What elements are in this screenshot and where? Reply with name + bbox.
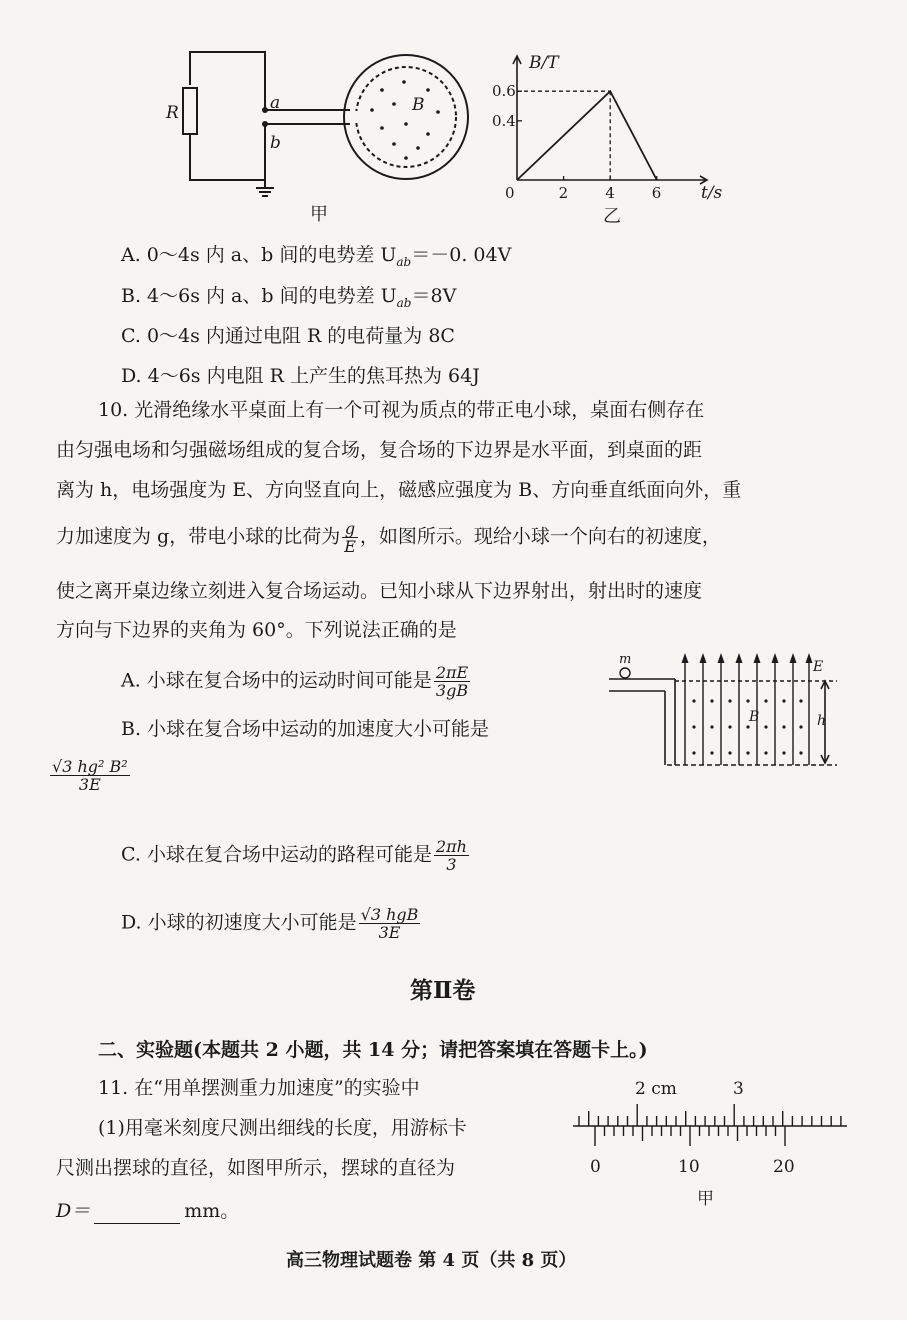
b-field-dot — [710, 725, 713, 728]
circuit-figure — [150, 40, 480, 230]
composite-field-figure — [605, 645, 845, 775]
x-tick-label: 2 — [558, 184, 569, 202]
vernier-label-10: 10 — [678, 1157, 700, 1177]
page-footer: 高三物理试题卷 第 4 页（共 8 页） — [286, 1250, 577, 1271]
q10-option-c: C. 小球在复合场中运动的路程可能是 $\frac{2\pi h}{3}$ — [121, 837, 467, 874]
b-field-dot — [746, 699, 749, 702]
b-field-dot — [799, 725, 802, 728]
y-tick-label: 0.6 — [492, 82, 516, 101]
field-e-label: E — [813, 659, 824, 675]
field-arrow — [736, 653, 743, 663]
b-field-dot — [799, 751, 802, 754]
b-field-dot — [799, 699, 802, 702]
q10-stem-line3: 离为 h，电场强度为 E、方向竖直向上，磁感应强度为 B、方向垂直纸面向外，重 — [56, 479, 742, 501]
main-scale-label-2cm: 2 cm — [635, 1079, 677, 1099]
b-t-line — [517, 91, 657, 180]
field-arrow — [700, 653, 707, 663]
q9-option-a: A. 0～4s 内 a、b 间的电势差 $U_{ab}=-0$. 04V — [121, 244, 512, 269]
terminal-b-label: b — [270, 133, 281, 153]
b-field-dot — [692, 751, 695, 754]
field-arrow — [754, 653, 761, 663]
x-tick-label: 0 — [505, 184, 515, 202]
y-axis-label: B/T — [529, 53, 559, 73]
b-t-graph — [485, 48, 735, 228]
b-field-dot — [692, 699, 695, 702]
x-axis-label: t/s — [701, 183, 723, 203]
b-field-dot — [782, 699, 785, 702]
field-arrow — [790, 653, 797, 663]
q10-option-d: D. 小球的初速度大小可能是 $\frac{\text{√3 hgB}}{3E}$ — [121, 905, 419, 942]
q10-option-a: A. 小球在复合场中的运动时间可能是 $\frac{2\pi E}{3gB}$ — [121, 663, 469, 700]
q9-option-c: C. 0～4s 内通过电阻 R 的电荷量为 8C — [121, 325, 455, 347]
vernier-caliper-figure — [565, 1072, 855, 1212]
height-h-label: h — [817, 713, 827, 729]
b-field-dot — [728, 725, 731, 728]
b-field-dot — [710, 699, 713, 702]
q9-option-b: B. 4～6s 内 a、b 间的电势差 $U_{ab}=8V$ — [121, 285, 457, 310]
q11-line2: (1)用毫米刻度尺测出细线的长度，用游标卡 — [98, 1117, 467, 1139]
figure-yi-caption: 乙 — [603, 206, 621, 227]
mass-label: m — [619, 652, 632, 667]
q10-option-b: B. 小球在复合场中运动的加速度大小可能是 — [121, 718, 490, 740]
b-field-dot — [692, 725, 695, 728]
caliper-caption: 甲 — [697, 1189, 714, 1209]
resistor-label: R — [166, 103, 179, 123]
q10-stem-line4: 力加速度为 g，带电小球的比荷为 $\frac{g}{E}$ ，如图所示。现给小球一个向右的初速度， — [56, 519, 721, 556]
field-b-label: B — [412, 95, 425, 115]
q11-line4: D＝ mm。 — [56, 1200, 240, 1222]
field-arrow — [718, 653, 725, 663]
main-scale-label-3: 3 — [733, 1079, 744, 1099]
field-arrow — [772, 653, 779, 663]
q9-option-d: D. 4～6s 内电阻 R 上产生的焦耳热为 64J — [121, 365, 480, 387]
vernier-label-20: 20 — [773, 1157, 795, 1177]
field-arrow — [682, 653, 689, 663]
figure-jia-caption: 甲 — [310, 204, 328, 225]
answer-blank — [94, 1205, 180, 1224]
q10-option-b-value: $\frac{\text{√3 hg² B²}}{3E}$ — [52, 757, 128, 794]
q10-stem-line5: 使之离开桌边缘立刻进入复合场运动。已知小球从下边界射出，射出时的速度 — [56, 580, 703, 602]
b-field-dot — [764, 751, 767, 754]
b-field-dot — [782, 725, 785, 728]
field-arrow — [806, 653, 813, 663]
section-title: 第Ⅱ卷 — [410, 977, 476, 1004]
y-tick-label: 0.4 — [492, 111, 516, 130]
q10-stem-line1: 10. 光滑绝缘水平桌面上有一个可视为质点的带正电小球，桌面右侧存在 — [98, 399, 705, 421]
b-field-dot — [728, 751, 731, 754]
q11-line3: 尺测出摆球的直径，如图甲所示，摆球的直径为 — [56, 1157, 456, 1179]
b-field-dot — [764, 699, 767, 702]
b-field-dot — [782, 751, 785, 754]
b-field-dot — [764, 725, 767, 728]
b-field-dot — [710, 751, 713, 754]
q11-line1: 11. 在“用单摆测重力加速度”的实验中 — [98, 1077, 420, 1099]
vernier-label-0: 0 — [590, 1157, 601, 1177]
section-heading: 二、实验题(本题共 2 小题，共 14 分；请把答案填在答题卡上。) — [98, 1039, 648, 1061]
field-b-label: B — [749, 709, 760, 725]
x-tick-label: 4 — [605, 184, 615, 202]
b-field-dot — [746, 751, 749, 754]
b-field-dot — [746, 725, 749, 728]
b-field-dot — [728, 699, 731, 702]
x-tick-label: 6 — [651, 184, 662, 202]
terminal-a-label: a — [270, 93, 281, 113]
q10-stem-line2: 由匀强电场和匀强磁场组成的复合场，复合场的下边界是水平面，到桌面的距 — [56, 439, 703, 461]
q10-stem-line6: 方向与下边界的夹角为 60°。下列说法正确的是 — [56, 619, 457, 641]
charge-ratio-fraction: $\frac{g}{E}$ — [344, 519, 356, 556]
